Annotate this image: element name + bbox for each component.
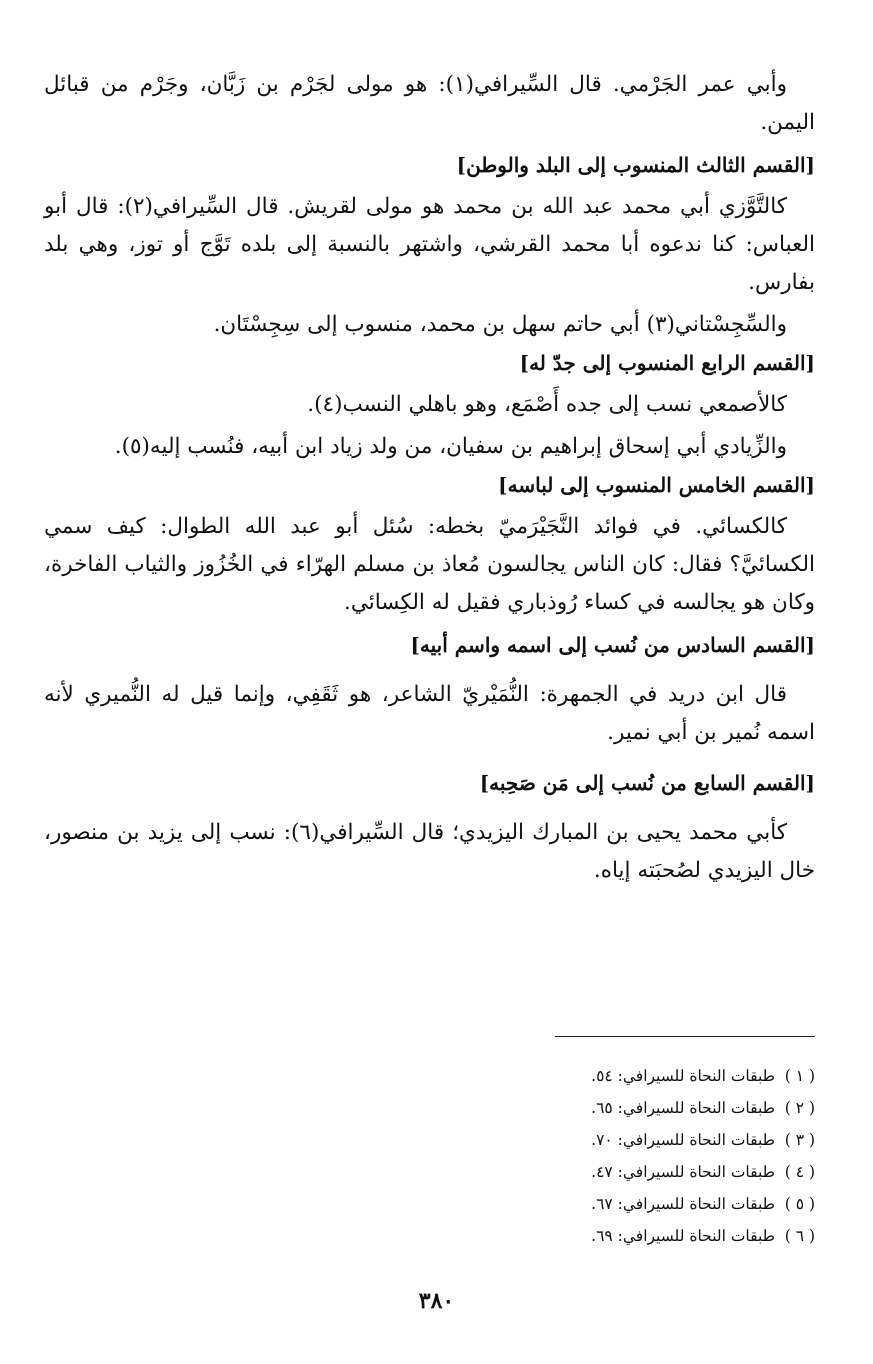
footnote-text: طبقات النحاة للسيرافي: ٦٥. (591, 1099, 775, 1117)
paragraph-ziyadi: والزِّيادي أبي إسحاق إبراهيم بن سفيان، من ولد زياد ابن أبيه، فنُسب إليه(٥). (114, 434, 787, 459)
footnote-number: ( ٦ ) (784, 1227, 815, 1245)
footnote-item (44, 1060, 815, 1092)
footnote-text: طبقات النحاة للسيرافي: ٦٩. (591, 1227, 775, 1245)
footnote-divider (555, 1036, 815, 1037)
footnote-text: طبقات النحاة للسيرافي: ٦٧. (591, 1195, 775, 1213)
footnote-number: ( ٥ ) (784, 1195, 815, 1213)
page-number: ٣٨٠ (418, 1288, 455, 1314)
paragraph-tawwazi: كالتَّوَّزي أبي محمد عبد الله بن محمد هو مولى لقريش. قال السِّيرافي(٢): قال أبو العباس: كنا ندعوه أبا محمد القرشي، واشتهر بالنسبة إلى بلده تَوَّج أو توز، وهي بلد بفارس. (44, 194, 815, 295)
footnote-text: طبقات النحاة للسيرافي: ٤٧. (591, 1163, 775, 1181)
heading-section-3: [القسم الثالث المنسوب إلى البلد والوطن] (456, 153, 815, 177)
footnote-item (44, 1124, 815, 1156)
footnote-item (44, 1220, 815, 1252)
footnote-text: طبقات النحاة للسيرافي: ٥٤. (591, 1067, 775, 1085)
paragraph-kisai: كالكسائي. في فوائد النَّجَيْرَميّ بخطه: سُئل أبو عبد الله الطوال: كيف سمي الكسائيَّ؟ فقال: كان الناس يجالسون مُعاذ بن مسلم الهرّاء في الخُزُوز والثياب الفاخرة، وكان هو يجالسه في كساء رُوذباري فقيل له الكِسائي. (44, 514, 815, 615)
footnote-item (44, 1092, 815, 1124)
paragraph-asmai: كالأصمعي نسب إلى جده أَصْمَع، وهو باهلي النسب(٤). (307, 392, 787, 417)
heading-section-7: [القسم السابع من نُسب إلى مَن صَحِبه] (479, 771, 815, 795)
heading-section-4: [القسم الرابع المنسوب إلى جدّ له] (519, 351, 815, 375)
footnote-item (44, 1156, 815, 1188)
footnote-number: ( ١ ) (784, 1067, 815, 1085)
footnotes (44, 1060, 815, 1252)
paragraph-yazidi: كأبي محمد يحيى بن المبارك اليزيدي؛ قال السِّيرافي(٦): نسب إلى يزيد بن منصور، خال اليزيدي لصُحبَته إياه. (44, 820, 815, 883)
paragraph-sijistani: والسِّجِسْتاني(٣) أبي حاتم سهل بن محمد، منسوب إلى سِجِسْتَان. (213, 312, 787, 337)
footnote-number: ( ٢ ) (784, 1099, 815, 1117)
heading-section-5: [القسم الخامس المنسوب إلى لباسه] (498, 473, 815, 497)
paragraph-numayri: قال ابن دريد في الجمهرة: النُّمَيْريّ الشاعر، هو ثَقَفِي، وإنما قيل له النُّميري لأنه اسمه نُمير بن أبي نمير. (44, 682, 815, 745)
paragraph-jarmi: وأبي عمر الجَرْمي. قال السِّيرافي(١): هو مولى لجَرْم بن زَبَّان، وجَرْم من قبائل اليمن. (44, 72, 815, 135)
footnote-text: طبقات النحاة للسيرافي: ٧٠. (591, 1131, 775, 1149)
footnote-number: ( ٣ ) (784, 1131, 815, 1149)
footnote-item (44, 1188, 815, 1220)
heading-section-6: [القسم السادس من نُسب إلى اسمه واسم أبيه] (410, 633, 815, 657)
footnote-number: ( ٤ ) (784, 1163, 815, 1181)
